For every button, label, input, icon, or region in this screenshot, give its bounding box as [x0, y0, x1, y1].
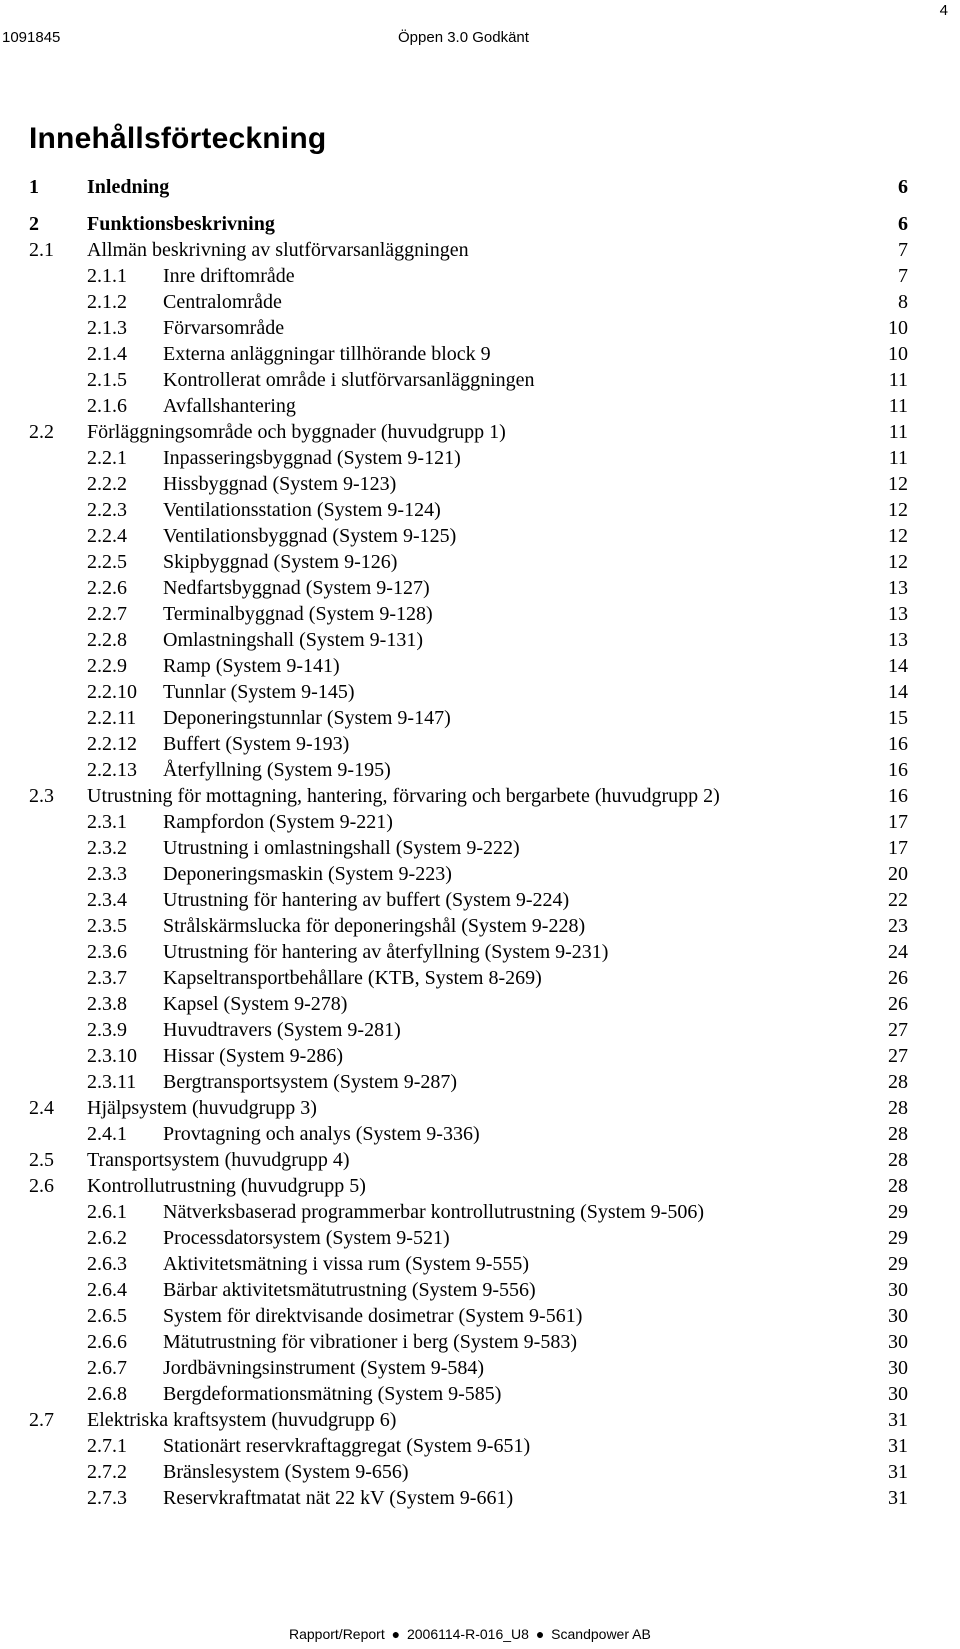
toc-entry-title: Strålskärmslucka för deponeringshål (System 9-228) — [163, 915, 586, 937]
toc-entry-page: 26 — [888, 993, 908, 1015]
toc-entry-page: 12 — [888, 473, 908, 495]
toc-entry-page: 30 — [888, 1305, 908, 1327]
toc-entry[interactable] — [0, 1459, 960, 1485]
toc-entry-number: 2.3.1 — [87, 811, 127, 833]
toc-entry-number: 2.2.2 — [87, 473, 127, 495]
toc-entry-page: 13 — [888, 629, 908, 651]
toc-entry-page: 31 — [888, 1461, 908, 1483]
toc-entry-page: 10 — [888, 343, 908, 365]
toc-entry[interactable] — [0, 601, 960, 627]
toc-entry-number: 2.6.2 — [87, 1227, 127, 1249]
toc-entry-number: 2.3.6 — [87, 941, 127, 963]
toc-entry-number: 2.2.1 — [87, 447, 127, 469]
toc-entry-number: 2.6.3 — [87, 1253, 127, 1275]
toc-entry-page: 31 — [888, 1487, 908, 1509]
document-footer — [289, 1626, 651, 1642]
toc-entry-title: Bergdeformationsmätning (System 9-585) — [163, 1383, 502, 1405]
toc-entry-title: Terminalbyggnad (System 9-128) — [163, 603, 433, 625]
toc-entry-title: Förläggningsområde och byggnader (huvudgrupp 1) — [87, 421, 506, 443]
toc-entry[interactable] — [0, 341, 960, 367]
toc-entry-title: Reservkraftmatat nät 22 kV (System 9-661) — [163, 1487, 514, 1509]
toc-entry-title: Skipbyggnad (System 9-126) — [163, 551, 398, 573]
toc-entry[interactable] — [0, 991, 960, 1017]
toc-entry[interactable] — [0, 1121, 960, 1147]
toc-entry-number: 2.6.7 — [87, 1357, 127, 1379]
footer-bullet-icon: ● — [391, 1626, 401, 1642]
toc-entry-page: 22 — [888, 889, 908, 911]
toc-entry-page: 29 — [888, 1227, 908, 1249]
toc-entry-title: Inpasseringsbyggnad (System 9-121) — [163, 447, 461, 469]
toc-entry-page: 7 — [898, 239, 908, 261]
toc-entry-number: 1 — [29, 176, 39, 198]
toc-entry-title: Kapsel (System 9-278) — [163, 993, 348, 1015]
toc-entry-title: Processdatorsystem (System 9-521) — [163, 1227, 450, 1249]
toc-entry[interactable] — [0, 1199, 960, 1225]
toc-entry-number: 2.2.4 — [87, 525, 127, 547]
toc-entry-title: Rampfordon (System 9-221) — [163, 811, 393, 833]
toc-entry-title: Inre driftområde — [163, 265, 295, 287]
toc-entry-number: 2.2.6 — [87, 577, 127, 599]
toc-entry[interactable] — [0, 1329, 960, 1355]
toc-entry-number: 2.1.6 — [87, 395, 127, 417]
toc-entry-number: 2.6.4 — [87, 1279, 127, 1301]
toc-title: Innehållsförteckning — [29, 122, 327, 155]
toc-entry[interactable] — [0, 965, 960, 991]
toc-entry-title: Kapseltransportbehållare (KTB, System 8-269) — [163, 967, 542, 989]
toc-entry-number: 2.3.8 — [87, 993, 127, 1015]
toc-entry-page: 24 — [888, 941, 908, 963]
toc-entry[interactable] — [0, 861, 960, 887]
toc-entry[interactable] — [0, 263, 960, 289]
toc-entry-title: Stationärt reservkraftaggregat (System 9-651) — [163, 1435, 531, 1457]
toc-entry-number: 2.3 — [29, 785, 54, 807]
toc-entry-page: 31 — [888, 1409, 908, 1431]
toc-entry-number: 2.5 — [29, 1149, 54, 1171]
toc-entry-title: Inledning — [87, 176, 170, 198]
toc-entry[interactable] — [0, 419, 960, 445]
table-of-contents — [0, 174, 960, 1511]
toc-entry-page: 28 — [888, 1071, 908, 1093]
toc-entry-page: 10 — [888, 317, 908, 339]
toc-entry-page: 30 — [888, 1279, 908, 1301]
toc-entry-page: 30 — [888, 1331, 908, 1353]
toc-entry[interactable] — [0, 1225, 960, 1251]
toc-entry-number: 2.4 — [29, 1097, 54, 1119]
toc-entry[interactable] — [0, 1433, 960, 1459]
toc-entry-page: 17 — [888, 811, 908, 833]
toc-entry[interactable] — [0, 549, 960, 575]
toc-entry-title: Ventilationsstation (System 9-124) — [163, 499, 441, 521]
toc-entry[interactable] — [0, 1147, 960, 1173]
toc-entry-number: 2.1.5 — [87, 369, 127, 391]
toc-entry-number: 2.1.4 — [87, 343, 127, 365]
toc-entry[interactable] — [0, 679, 960, 705]
toc-entry-number: 2.3.7 — [87, 967, 127, 989]
toc-entry-title: Huvudtravers (System 9-281) — [163, 1019, 401, 1041]
toc-entry-number: 2.3.11 — [87, 1071, 137, 1093]
toc-entry-page: 16 — [888, 733, 908, 755]
toc-entry-page: 14 — [888, 681, 908, 703]
toc-entry[interactable] — [0, 289, 960, 315]
toc-entry-title: Utrustning för hantering av buffert (System 9-224) — [163, 889, 570, 911]
toc-entry-page: 14 — [888, 655, 908, 677]
toc-entry-number: 2.3.3 — [87, 863, 127, 885]
toc-entry-page: 11 — [888, 369, 908, 391]
toc-entry-page: 13 — [888, 577, 908, 599]
toc-entry[interactable] — [0, 627, 960, 653]
toc-entry-number: 2.6.6 — [87, 1331, 127, 1353]
toc-entry-page: 12 — [888, 551, 908, 573]
toc-entry[interactable] — [0, 445, 960, 471]
toc-entry[interactable] — [0, 809, 960, 835]
toc-entry-title: Ventilationsbyggnad (System 9-125) — [163, 525, 457, 547]
toc-entry-title: Förvarsområde — [163, 317, 285, 339]
toc-entry-title: Bergtransportsystem (System 9-287) — [163, 1071, 458, 1093]
toc-entry[interactable] — [0, 523, 960, 549]
toc-entry-title: Mätutrustning för vibrationer i berg (System 9-583) — [163, 1331, 578, 1353]
toc-entry-number: 2.7 — [29, 1409, 54, 1431]
toc-entry-number: 2.1.1 — [87, 265, 127, 287]
toc-entry-title: Provtagning och analys (System 9-336) — [163, 1123, 480, 1145]
toc-entry-page: 29 — [888, 1253, 908, 1275]
toc-entry-page: 28 — [888, 1175, 908, 1197]
toc-entry-page: 28 — [888, 1097, 908, 1119]
toc-entry-page: 12 — [888, 525, 908, 547]
toc-entry-number: 2.2.9 — [87, 655, 127, 677]
toc-entry-number: 2.1.3 — [87, 317, 127, 339]
toc-entry[interactable] — [0, 211, 960, 237]
toc-entry-number: 2.3.5 — [87, 915, 127, 937]
toc-entry[interactable] — [0, 575, 960, 601]
toc-entry-page: 6 — [898, 176, 908, 198]
toc-entry[interactable] — [0, 1251, 960, 1277]
toc-entry-page: 31 — [888, 1435, 908, 1457]
toc-entry-page: 11 — [888, 447, 908, 469]
toc-entry[interactable] — [0, 315, 960, 341]
toc-entry-page: 28 — [888, 1123, 908, 1145]
toc-entry[interactable] — [0, 913, 960, 939]
toc-entry[interactable] — [0, 1017, 960, 1043]
toc-entry-title: Buffert (System 9-193) — [163, 733, 350, 755]
toc-entry-title: Tunnlar (System 9-145) — [163, 681, 355, 703]
toc-entry[interactable] — [0, 653, 960, 679]
toc-entry[interactable] — [0, 731, 960, 757]
toc-entry-number: 2.2.5 — [87, 551, 127, 573]
toc-entry-title: Transportsystem (huvudgrupp 4) — [87, 1149, 350, 1171]
toc-entry-page: 28 — [888, 1149, 908, 1171]
footer-bullet-icon: ● — [535, 1626, 545, 1642]
toc-entry-page: 15 — [888, 707, 908, 729]
toc-entry-title: Jordbävningsinstrument (System 9-584) — [163, 1357, 485, 1379]
toc-entry-title: Avfallshantering — [163, 395, 296, 417]
toc-entry-page: 30 — [888, 1383, 908, 1405]
toc-entry-title: Kontrollerat område i slutförvarsanläggningen — [163, 369, 535, 391]
toc-entry[interactable] — [0, 1485, 960, 1511]
toc-entry-title: Nedfartsbyggnad (System 9-127) — [163, 577, 430, 599]
toc-entry-number: 2.3.9 — [87, 1019, 127, 1041]
toc-entry-title: Funktionsbeskrivning — [87, 213, 275, 235]
toc-entry[interactable] — [0, 1381, 960, 1407]
toc-entry-number: 2.6.8 — [87, 1383, 127, 1405]
toc-entry-title: Allmän beskrivning av slutförvarsanläggningen — [87, 239, 469, 261]
toc-entry-page: 23 — [888, 915, 908, 937]
toc-entry[interactable] — [0, 1069, 960, 1095]
toc-entry-number: 2.3.2 — [87, 837, 127, 859]
toc-entry-number: 2.2.11 — [87, 707, 137, 729]
toc-entry-title: Utrustning för hantering av återfyllning (System 9-231) — [163, 941, 609, 963]
toc-entry[interactable] — [0, 783, 960, 809]
toc-entry[interactable] — [0, 1095, 960, 1121]
footer-company: Scandpower AB — [551, 1626, 651, 1642]
toc-entry-page: 6 — [898, 213, 908, 235]
toc-entry-number: 2.1 — [29, 239, 54, 261]
toc-entry-title: Hjälpsystem (huvudgrupp 3) — [87, 1097, 317, 1119]
toc-entry-title: Kontrollutrustning (huvudgrupp 5) — [87, 1175, 366, 1197]
toc-entry[interactable] — [0, 835, 960, 861]
toc-entry-number: 2.4.1 — [87, 1123, 127, 1145]
toc-entry-title: Bärbar aktivitetsmätutrustning (System 9-556) — [163, 1279, 536, 1301]
toc-entry-number: 2.6 — [29, 1175, 54, 1197]
toc-entry-title: Utrustning för mottagning, hantering, förvaring och bergarbete (huvudgrupp 2) — [87, 785, 720, 807]
toc-entry-page: 16 — [888, 759, 908, 781]
toc-entry[interactable] — [0, 471, 960, 497]
toc-entry[interactable] — [0, 939, 960, 965]
toc-entry-title: Deponeringsmaskin (System 9-223) — [163, 863, 452, 885]
toc-entry-title: Centralområde — [163, 291, 282, 313]
toc-entry[interactable] — [0, 1407, 960, 1433]
toc-entry-title: Hissbyggnad (System 9-123) — [163, 473, 397, 495]
toc-entry-title: Elektriska kraftsystem (huvudgrupp 6) — [87, 1409, 397, 1431]
page-number: 4 — [939, 2, 948, 19]
toc-entry-title: System för direktvisande dosimetrar (System 9-561) — [163, 1305, 583, 1327]
toc-entry-number: 2.1.2 — [87, 291, 127, 313]
toc-entry-title: Aktivitetsmätning i vissa rum (System 9-555) — [163, 1253, 530, 1275]
toc-entry-number: 2.2.13 — [87, 759, 137, 781]
toc-entry-number: 2.2.10 — [87, 681, 137, 703]
toc-entry-page: 11 — [888, 421, 908, 443]
document-id: 1091845 — [2, 29, 61, 46]
toc-entry-number: 2.7.2 — [87, 1461, 127, 1483]
toc-entry-page: 29 — [888, 1201, 908, 1223]
toc-entry[interactable] — [0, 757, 960, 783]
toc-entry-title: Externa anläggningar tillhörande block 9 — [163, 343, 491, 365]
toc-entry-page: 13 — [888, 603, 908, 625]
toc-entry-number: 2.6.1 — [87, 1201, 127, 1223]
toc-entry-page: 11 — [888, 395, 908, 417]
toc-entry-page: 12 — [888, 499, 908, 521]
toc-spacer — [0, 200, 960, 211]
toc-entry[interactable] — [0, 1303, 960, 1329]
toc-entry-page: 8 — [898, 291, 908, 313]
toc-entry[interactable] — [0, 393, 960, 419]
toc-entry-number: 2.2.3 — [87, 499, 127, 521]
toc-entry[interactable] — [0, 887, 960, 913]
toc-entry-title: Bränslesystem (System 9-656) — [163, 1461, 409, 1483]
toc-entry[interactable] — [0, 1043, 960, 1069]
toc-entry-title: Hissar (System 9-286) — [163, 1045, 343, 1067]
toc-entry-number: 2.7.1 — [87, 1435, 127, 1457]
toc-entry-number: 2.2.12 — [87, 733, 137, 755]
toc-entry-number: 2.2.7 — [87, 603, 127, 625]
toc-entry[interactable] — [0, 705, 960, 731]
toc-entry-number: 2.7.3 — [87, 1487, 127, 1509]
toc-entry-page: 7 — [898, 265, 908, 287]
toc-entry-number: 2.2 — [29, 421, 54, 443]
toc-entry-page: 27 — [888, 1045, 908, 1067]
toc-entry-number: 2.3.10 — [87, 1045, 137, 1067]
toc-entry-page: 27 — [888, 1019, 908, 1041]
toc-entry-page: 30 — [888, 1357, 908, 1379]
toc-entry-title: Deponeringstunnlar (System 9-147) — [163, 707, 451, 729]
toc-entry[interactable] — [0, 237, 960, 263]
toc-entry[interactable] — [0, 174, 960, 200]
toc-entry-title: Omlastningshall (System 9-131) — [163, 629, 423, 651]
toc-entry-page: 20 — [888, 863, 908, 885]
toc-entry-number: 2.6.5 — [87, 1305, 127, 1327]
toc-entry-page: 16 — [888, 785, 908, 807]
toc-entry[interactable] — [0, 497, 960, 523]
footer-report-label: Rapport/Report — [289, 1626, 385, 1642]
toc-entry-page: 26 — [888, 967, 908, 989]
toc-entry-title: Utrustning i omlastningshall (System 9-222) — [163, 837, 520, 859]
document-status: Öppen 3.0 Godkänt — [398, 29, 529, 46]
toc-entry-title: Återfyllning (System 9-195) — [163, 759, 391, 781]
toc-entry[interactable] — [0, 1173, 960, 1199]
toc-entry-number: 2.2.8 — [87, 629, 127, 651]
toc-entry-title: Nätverksbaserad programmerbar kontrollutrustning (System 9-506) — [163, 1201, 704, 1223]
footer-report-number: 2006114-R-016_U8 — [406, 1626, 529, 1642]
toc-entry[interactable] — [0, 1355, 960, 1381]
toc-entry-number: 2 — [29, 213, 39, 235]
toc-entry[interactable] — [0, 1277, 960, 1303]
toc-entry-page: 17 — [888, 837, 908, 859]
toc-entry[interactable] — [0, 367, 960, 393]
toc-entry-title: Ramp (System 9-141) — [163, 655, 340, 677]
toc-entry-number: 2.3.4 — [87, 889, 127, 911]
